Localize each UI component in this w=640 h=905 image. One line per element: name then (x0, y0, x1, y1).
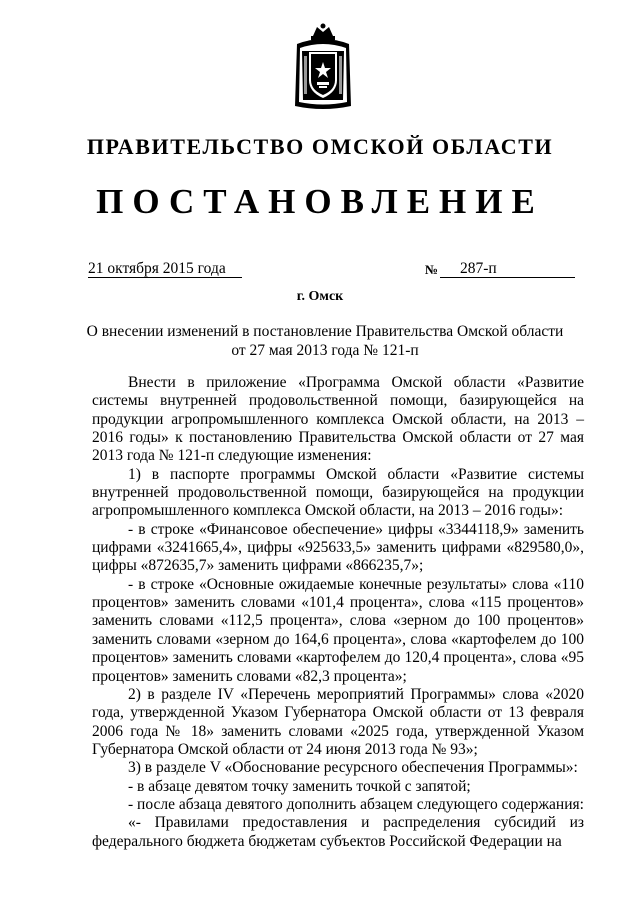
paragraph: 1) в паспорте программы Омской области «Развитие системы внутренней продовольственной помощи, базирующейся на продукции агропромышленного комплекса Омской области, на 2013 – 2016 годы»: (92, 465, 584, 520)
paragraph: - после абзаца девятого дополнить абзацем следующего содержания: (128, 795, 584, 813)
subject-line-1: О внесении изменений в постановление Правительства Омской области (86, 323, 564, 340)
paragraph: - в абзаце девятом точку заменить точкой с запятой; (128, 777, 471, 795)
coat-of-arms-icon (291, 22, 355, 112)
number-label: № (425, 262, 439, 277)
document-date: 21 октября 2015 года (88, 260, 242, 278)
paragraph: 2) в разделе IV «Перечень мероприятий Программы» слова «2020 года, утвержденной Указом Губернатора Омской области от 13 февраля 2006 года № 18» заменить словами «2025 года, утвержденной Указом Губернатора Омской области от 24 июня 2013 года № 93»; (92, 685, 584, 758)
paragraph: 3) в разделе V «Обоснование ресурсного обеспечения Программы»: (128, 759, 578, 777)
document-body (92, 374, 584, 851)
paragraph: «- Правилами предоставления и распределения субсидий из федерального бюджета бюджетам субъектов Российской Федерации на (92, 814, 584, 850)
city: г. Омск (296, 289, 344, 304)
subject-line-2: от 27 мая 2013 года № 121-п (231, 342, 419, 359)
document-type: ПОСТАНОВЛЕНИЕ (96, 182, 544, 221)
document-number: 287-п (440, 260, 575, 278)
paragraph: - в строке «Основные ожидаемые конечные результаты» слова «110 процентов» заменить словами «101,4 процента», слова «115 процентов» заменить словами «112,5 процента», слова «зерном до 100 процентов» заменить словами «зерном до 164,6 процента», слова «картофелем до 100 процентов» заменить словами «картофелем до 120,4 процента», слова «95 процентов» заменить словами «82,3 процента»; (92, 575, 584, 685)
paragraph: Внести в приложение «Программа Омской области «Развитие системы внутренней продовольственной помощи, базирующейся на продукции агропромышленного комплекса Омской области, на 2013 – 2016 годы» к постановлению Правительства Омской области от 27 мая 2013 года № 121-п следующие изменения: (92, 374, 584, 465)
government-title: ПРАВИТЕЛЬСТВО ОМСКОЙ ОБЛАСТИ (86, 134, 554, 159)
paragraph: - в строке «Финансовое обеспечение» цифры «3344118,9» заменить цифрами «3241665,4», цифры «925633,5» заменить цифрами «829580,0», цифры «872635,7» заменить цифрами «866235,7»; (92, 520, 584, 575)
document-subject (60, 322, 590, 360)
